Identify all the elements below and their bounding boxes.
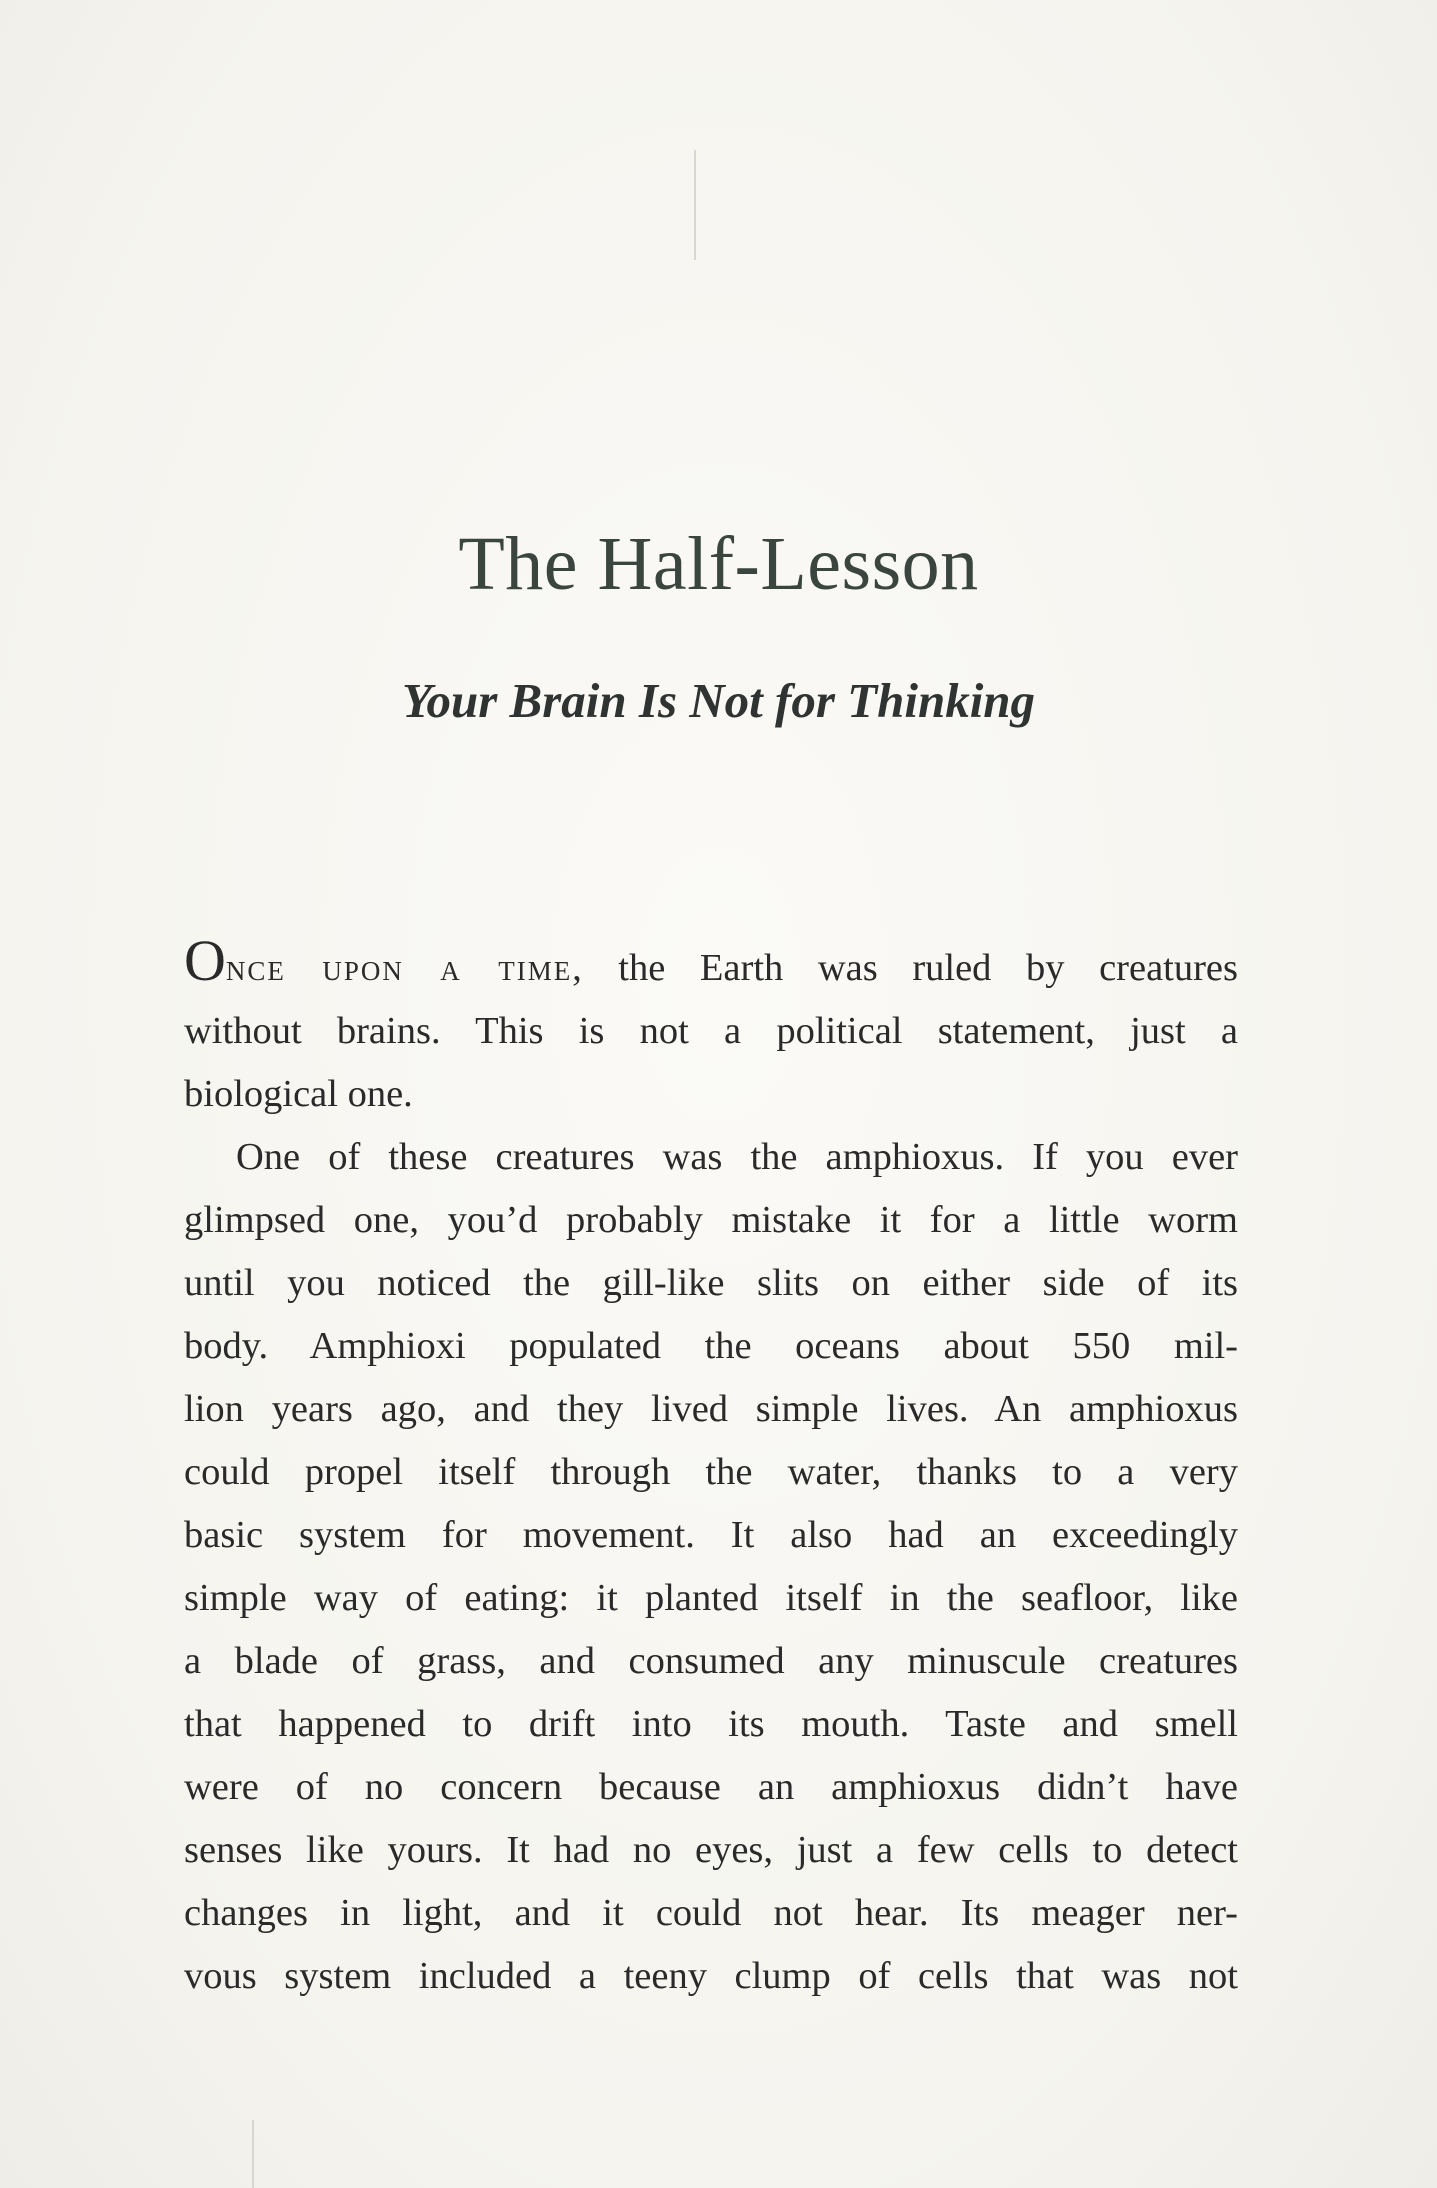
chapter-title: The Half-Lesson [458,522,979,606]
text-line: a blade of grass, and consumed any minuscule creatures [184,1640,1238,1682]
text-line: lion years ago, and they lived simple lives. An amphioxus [184,1388,1238,1430]
text-line: basic system for movement. It also had an exceedingly [184,1514,1238,1556]
scan-artifact-line [694,150,696,260]
text-line: until you noticed the gill-like slits on either side of its [184,1262,1238,1304]
text-line: changes in light, and it could not hear. Its meager ner- [184,1892,1238,1934]
scan-artifact-line [252,2120,254,2188]
text-line: could propel itself through the water, thanks to a very [184,1451,1238,1493]
text-line: that happened to drift into its mouth. Taste and smell [184,1703,1238,1745]
chapter-subtitle: Your Brain Is Not for Thinking [401,673,1036,728]
text-line: body. Amphioxi populated the oceans about 550 mil- [184,1325,1238,1367]
text-line: glimpsed one, you’d probably mistake it for a little worm [184,1199,1238,1241]
opening-line-rest: the Earth was ruled by creatures [583,947,1238,989]
drop-cap: O [184,928,226,993]
text-line: simple way of eating: it planted itself in the seafloor, like [184,1577,1238,1619]
opening-line [184,928,1238,1000]
text-line: senses like yours. It had no eyes, just a few cells to detect [184,1829,1238,1871]
text-line: without brains. This is not a political statement, just a [184,1010,1238,1052]
text-line: biological one. [184,1073,413,1115]
chapter-body [184,928,1238,2008]
text-line: were of no concern because an amphioxus didn’t have [184,1766,1238,1808]
text-line: vous system included a teeny clump of cells that was not [184,1955,1238,1997]
text-line: One of these creatures was the amphioxus. If you ever [236,1136,1238,1178]
opening-smallcaps: nce upon a time, [225,947,584,989]
